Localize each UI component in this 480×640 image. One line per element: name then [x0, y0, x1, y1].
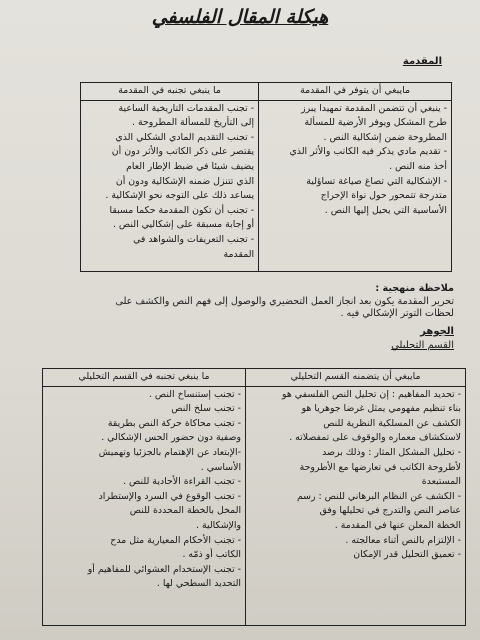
page-title: هيكلة المقال الفلسفي: [151, 6, 329, 28]
analysis-include-line: - تحديد المفاهيم : إن تحليل النص الفلسفي هو: [282, 388, 461, 400]
analysis-avoid-line: الكاتب أو ذمّه .: [182, 549, 242, 561]
analysis-avoid-line: - تجنب القراءة الأحادية للنص .: [123, 476, 242, 488]
analysis-include-line: لأطروحة الكاتب في تعارضها مع الأطروحة: [299, 461, 461, 473]
intro-avoid-line: إلى التأريخ للمسألة المطروحة .: [132, 117, 255, 129]
intro-include-line: أخذ منه النص .: [389, 160, 447, 172]
analysis-include-line: - الإلتزام بالنص أثناء معالجته .: [345, 534, 461, 546]
analysis-avoid-line: - تجنب محاكاة حركة النص بطريقة: [107, 417, 242, 429]
note-line: تحرير المقدمة يكون بعد انجاز العمل التحضيري والوصول إلى فهم النص والكشف على: [115, 295, 454, 307]
body-heading: الجوهر: [420, 326, 454, 337]
intro-avoid-line: المقدمة: [223, 248, 255, 260]
intro-include-line: متدرجة تتمحور حول نواة الإحراج: [320, 190, 447, 202]
analysis-include-line: المستبعدة: [421, 476, 461, 488]
analysis-avoid-line: والإشكالية .: [196, 519, 242, 531]
analysis-include-line: عناصر النص والتدرج في تحليلها وفق: [319, 505, 461, 517]
intro-should-include-cell: [259, 100, 452, 271]
intro-table-right-header: مايبغي أن يتوفر في المقدمة: [259, 83, 452, 101]
analysis-include-line: بناء تنظيم مفهومي يمثل غرضا جوهريا هو: [301, 403, 461, 415]
analysis-avoid-line: - تجنب إستنساخ النص .: [148, 388, 242, 400]
intro-include-line: طرح المشكل ويوفر الأرضية للمسألة: [304, 117, 447, 129]
intro-include-line: المطروحة ضمن إشكالية النص .: [323, 131, 447, 143]
note-line: لحظات التوتر الإشكالي فيه .: [340, 308, 454, 319]
analysis-avoid-line: - تجنب الإستخدام العشوائي للمفاهيم أو: [87, 563, 242, 575]
analysis-avoid-line: وصفية دون حضور الحس الإشكالي .: [101, 432, 242, 444]
analysis-avoid-line: - تجنب سلخ النص: [171, 403, 242, 415]
intro-table-left-header: ما ينبغي تجنبه في المقدمة: [81, 83, 259, 101]
analysis-include-line: - الكشف عن النظام البرهاني للنص : رسم: [296, 490, 461, 502]
body-subheading: القسم التحليلي: [391, 340, 454, 351]
intro-avoid-line: - تجنب المقدمات التاريخية الساعية: [118, 102, 255, 114]
analysis-include-line: - تحليل المشكل المثار : وذلك برصد: [322, 446, 461, 458]
intro-include-line: - تقديم مادي يذكر فيه الكاتب والأثر الذي: [289, 146, 447, 158]
intro-should-avoid-cell: [81, 100, 259, 271]
intro-avoid-line: - تجنب التعريفات والشواهد في: [133, 233, 255, 245]
analysis-include-line: لاستكشاف معماره والوقوف على تمفصلاته .: [289, 432, 461, 444]
intro-avoid-line: يضيف شيئا في ضبط الإطار العام: [126, 160, 255, 172]
analysis-include-line: الخطة المعلن عنها في المقدمة .: [334, 519, 461, 531]
intro-avoid-line: يساعد ذلك على التوجه نحو الإشكالية .: [105, 190, 255, 202]
analysis-table: [42, 368, 466, 626]
analysis-avoid-line: الأساسي .: [200, 461, 242, 473]
analysis-avoid-line: المخل بالخطة المحددة للنص: [129, 505, 242, 517]
analysis-avoid-line: -الإبتعاد عن الإهتمام بالجزئيا وتهميش: [98, 446, 242, 458]
intro-avoid-line: أو إجابة مسبقة على إشكاليي النص .: [112, 219, 255, 231]
analysis-should-include-cell: [246, 386, 466, 625]
analysis-avoid-line: - تجنب الأحكام المعيارية مثل مدح: [110, 534, 242, 546]
analysis-table-right-header: مايبغي أن يتضمنه القسم التحليلي: [246, 369, 466, 387]
analysis-table-left-header: ما ينبغي تجنبه في القسم التحليلي: [43, 369, 246, 387]
intro-include-line: الأساسية التي يحيل إليها النص .: [324, 204, 447, 216]
methodological-note: [14, 283, 454, 321]
intro-include-line: - ينبغي أن تتضمن المقدمة تمهيدا يبرز: [301, 102, 447, 114]
intro-avoid-line: - تجنب التقديم المادي الشكلي الذي: [115, 131, 255, 143]
analysis-include-line: الكشف عن المسلكية النظرية للنص: [323, 417, 461, 429]
intro-avoid-line: الذي تتنزل ضمنه الإشكالية ودون أن: [115, 175, 255, 187]
analysis-should-avoid-cell: [43, 386, 246, 625]
intro-include-line: - الإشكالية التي تصاغ صياغة تساؤلية: [306, 175, 447, 187]
analysis-include-line: - تعميق التحليل قدر الإمكان: [353, 549, 461, 561]
intro-heading: المقدمة: [402, 56, 442, 67]
intro-table: [80, 82, 452, 272]
analysis-avoid-line: - تجنب الوقوع في السرد والإستطراد: [98, 490, 242, 502]
intro-avoid-line: - تجنب أن تكون المقدمة حكما مسبقا: [109, 204, 255, 216]
analysis-avoid-line: التحديد السطحي لها .: [156, 578, 242, 590]
note-heading: ملاحظة منهجية :: [375, 283, 454, 294]
intro-avoid-line: يقتصر على ذكر الكاتب والأثر دون أن: [111, 146, 255, 158]
